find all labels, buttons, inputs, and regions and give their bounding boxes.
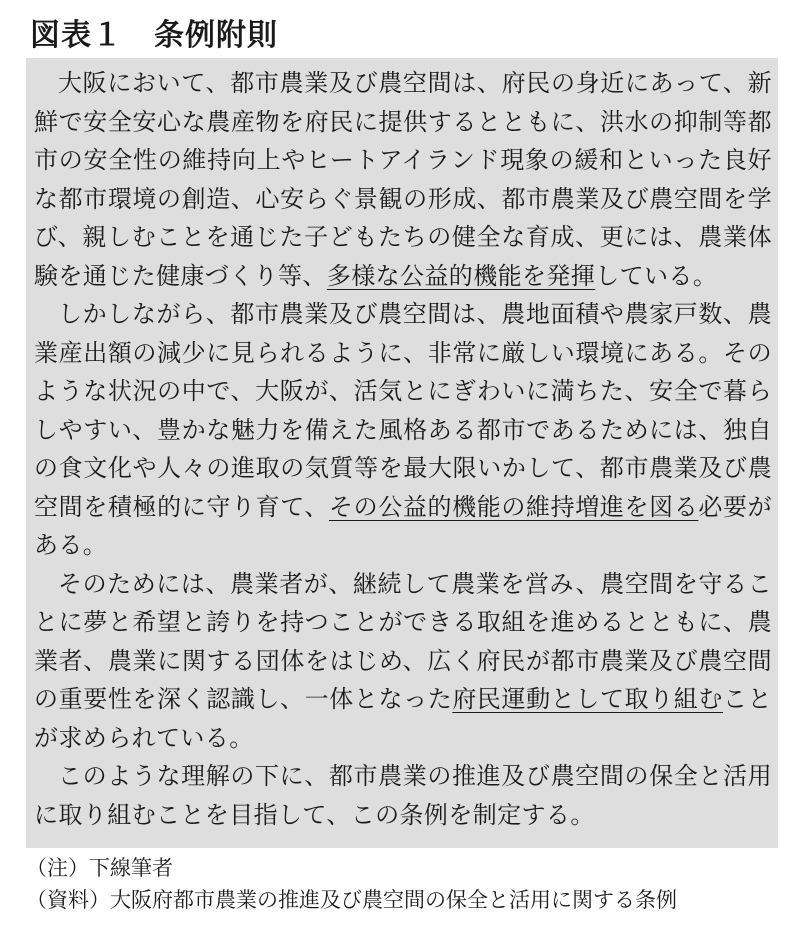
paragraph-text: そのためには、農業者が、継続して農業を営み、農空間を守ることに夢と希望と誇りを持つことができる取組を進めるとともに、農業者、農業に関する団体をはじめ、広く府民が都市農業及び農空間の重要性を深く認識し、一体となった bbox=[34, 569, 772, 713]
underlined-phrase: 多様な公益的機能を発揮 bbox=[326, 261, 596, 290]
ordinance-text-panel bbox=[26, 58, 778, 848]
figure-title: 図表１ 条例附則 bbox=[30, 18, 278, 53]
note-source: （資料）大阪府都市農業の推進及び農空間の保全と活用に関する条例 bbox=[26, 888, 677, 912]
paragraph-text: 大阪において、都市農業及び農空間は、府民の身近にあって、新鮮で安全安心な農産物を府民に提供するとともに、洪水の抑制等都市の安全性の維持向上やヒートアイランド現象の緩和といった良好な都市環境の創造、心安らぐ景観の形成、都市農業及び農空間を学び、親しむことを通じた子どもたちの健全な育成、更には、農業体験を通じた健康づくり等、 bbox=[34, 69, 772, 290]
paragraph-text: ことが求められている。 bbox=[34, 685, 772, 752]
paragraph-1 bbox=[34, 64, 772, 295]
paragraph-text: しかしながら、都市農業及び農空間は、農地面積や農家戸数、農業産出額の減少に見られるように、非常に厳しい環境にある。そのような状況の中で、大阪が、活気とにぎわいに満ちた、安全で暮らしやすい、豊かな魅力を備えた風格ある都市であるためには、独自の食文化や人々の進取の気質等を最大限いかして、都市農業及び農空間を積極的に守り育て、 bbox=[34, 300, 772, 521]
paragraph-text: このような理解の下に、都市農業の推進及び農空間の保全と活用に取り組むことを目指して、この条例を制定する。 bbox=[34, 762, 772, 829]
paragraph-3 bbox=[34, 565, 772, 758]
paragraph-text: している。 bbox=[595, 261, 718, 290]
paragraph-4 bbox=[34, 757, 772, 834]
paragraph-2 bbox=[34, 295, 772, 565]
underlined-phrase: その公益的機能の維持増進を図る bbox=[329, 492, 699, 521]
footnotes bbox=[26, 852, 796, 916]
paragraph-text: 必要がある。 bbox=[34, 492, 773, 559]
note-underline: （注）下線筆者 bbox=[26, 856, 173, 880]
underlined-phrase: 府民運動として取り組む bbox=[452, 685, 723, 713]
